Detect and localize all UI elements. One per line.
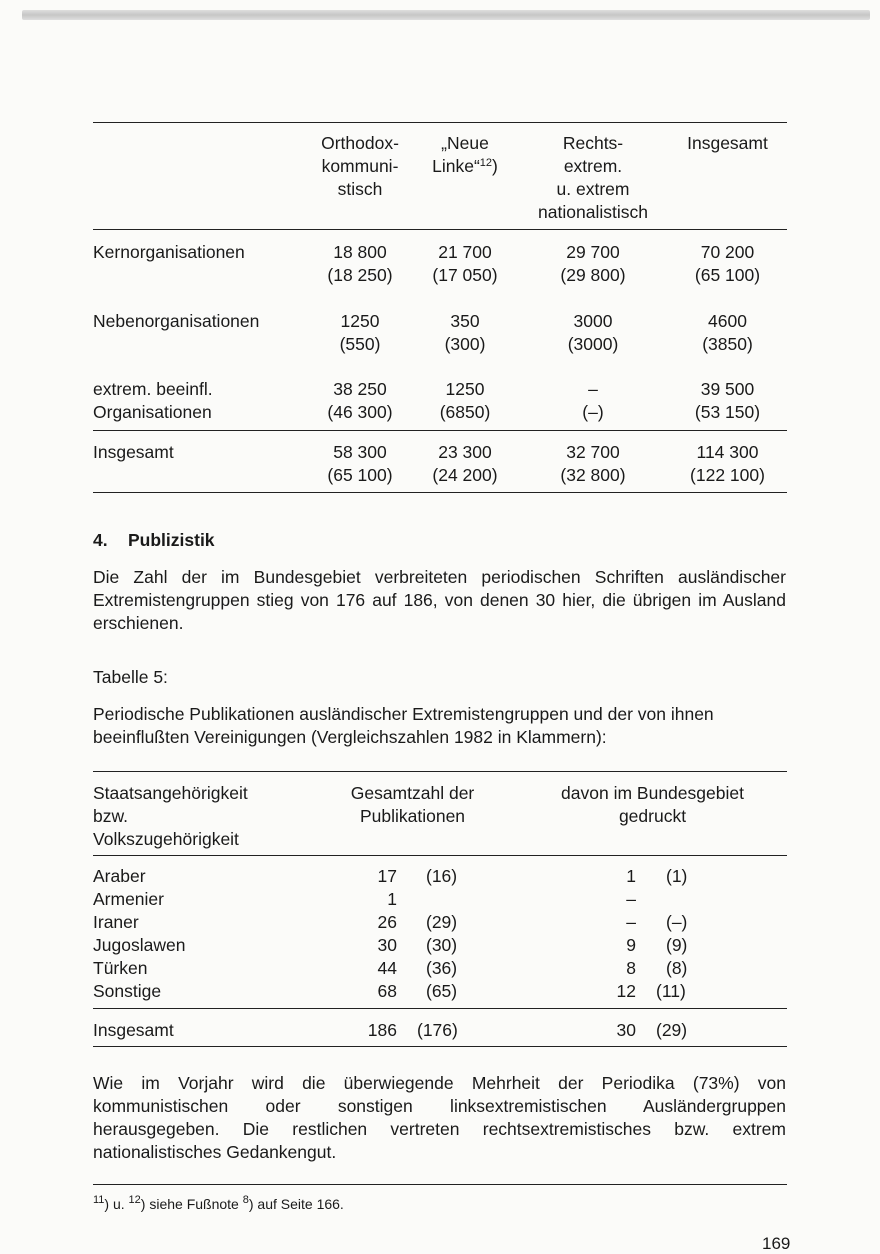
table-cell: 9 (626, 935, 636, 955)
table-cell: 70 200 (65 100) (694, 242, 761, 285)
table-cell: 32 700 (32 800) (560, 442, 626, 485)
row-label: Nebenorganisationen (93, 311, 260, 331)
table-cell: (29) (426, 912, 458, 932)
row-label: Türken (93, 958, 148, 978)
row-label: Araber (93, 866, 146, 886)
column-header-rechtsextrem: Rechts- extrem. u. extrem nationalistisch (538, 133, 648, 222)
table-cell: 1250 (6850) (439, 379, 491, 422)
table-cell: 1 (626, 866, 636, 886)
table-top-rule (93, 122, 787, 123)
column-header-insgesamt: Insgesamt (687, 133, 768, 153)
table-cell: (–) (666, 912, 688, 932)
row-label: extrem. beeinfl. Organisationen (93, 379, 213, 422)
column-header-total-publications: Gesamtzahl der Publikationen (350, 783, 475, 826)
table-cell: 29 700 (29 800) (560, 242, 626, 285)
row-label: Sonstige (93, 981, 162, 1001)
row-label: Insgesamt (93, 1020, 174, 1040)
table-cell: – (–) (582, 379, 604, 422)
table-cell: 23 300 (24 200) (432, 442, 498, 485)
table-cell: (36) (426, 958, 458, 978)
table-total-rule (93, 1008, 787, 1009)
table-cell: 8 (626, 958, 636, 978)
table-cell: 68 (377, 981, 397, 1001)
table-cell: (1) (666, 866, 688, 886)
table-cell: 186 (367, 1020, 397, 1040)
table-cell: 3000 (3000) (567, 311, 619, 354)
table-total-rule (93, 430, 787, 431)
table-cell: 30 (377, 935, 397, 955)
table-cell: 1 (387, 889, 397, 909)
page-number: 169 (762, 1234, 791, 1253)
table-top-rule (93, 771, 787, 772)
table-cell: 18 800 (18 250) (327, 242, 393, 285)
table-bottom-rule (93, 492, 787, 493)
table-bottom-rule (93, 1046, 787, 1047)
table-cell: – (626, 889, 636, 909)
table-cell: 350 (300) (444, 311, 486, 354)
paragraph-publizistik: Die Zahl der im Bundesgebiet verbreiteten periodischen Schriften ausländischer Extremistengruppen stieg von 176 auf 186, von denen 30 hier, die übrigen im Ausland erschienen. (93, 567, 786, 633)
table-label: Tabelle 5: (93, 667, 168, 687)
footnote-rule (93, 1184, 787, 1185)
table-cell: (30) (426, 935, 458, 955)
table-cell: 58 300 (65 100) (327, 442, 393, 485)
table-header-rule (93, 229, 787, 230)
table-cell: 21 700 (17 050) (432, 242, 498, 285)
column-header-nationality: Staatsangehörigkeit bzw. Volkszugehörigkeit (93, 783, 248, 849)
table-cell: (176) (417, 1020, 458, 1040)
table-cell: (16) (426, 866, 458, 886)
table-cell: 17 (377, 866, 397, 886)
row-label: Iraner (93, 912, 139, 932)
table-cell: – (626, 912, 636, 932)
table-cell: (29) (656, 1020, 688, 1040)
column-header-printed-germany: davon im Bundesgebiet gedruckt (561, 783, 744, 826)
footnote: $^{11}$) u. $^{12}$) siehe Fußnote $^8$) auf Seite 166. (93, 1194, 344, 1212)
table-cell: (8) (666, 958, 688, 978)
row-label: Jugoslawen (93, 935, 186, 955)
row-label: Insgesamt (93, 442, 174, 462)
paragraph-periodika: Wie im Vorjahr wird die überwiegende Mehrheit der Periodika (73%) von kommunistischen oder sonstigen linksextremistischen Ausländergruppen herausgegeben. Die restlichen vertreten rechtsextremistisches bzw. extrem nationalistisches Gedankengut. (93, 1073, 786, 1162)
table-cell: 39 500 (53 150) (694, 379, 761, 422)
row-label: Kernorganisationen (93, 242, 245, 262)
table-cell: (65) (426, 981, 458, 1001)
table-caption: Periodische Publikationen ausländischer Extremistengruppen und der von ihnen beeinflußten Vereinigungen (Vergleichszahlen 1982 in Klammern): (93, 704, 714, 747)
table-cell: 4600 (3850) (702, 311, 753, 354)
column-header-neue-linke: „Neue Linke“$^{12}$) (432, 133, 498, 176)
table-cell: 44 (377, 958, 397, 978)
table-cell: 1250 (550) (339, 311, 381, 354)
table-header-rule (93, 855, 787, 856)
column-header-orthodox: Orthodox- kommuni- stisch (321, 133, 399, 199)
table-cell: 12 (616, 981, 636, 1001)
table-cell: (9) (666, 935, 688, 955)
table-cell: 114 300 (122 100) (690, 442, 765, 485)
row-label: Armenier (93, 889, 164, 909)
table-cell: (11) (656, 981, 686, 1001)
table-cell: 38 250 (46 300) (327, 379, 393, 422)
table-cell: 30 (616, 1020, 636, 1040)
table-cell: 26 (377, 912, 397, 932)
section-title: Publizistik (128, 530, 215, 550)
section-number: 4. (93, 530, 108, 550)
scan-edge (22, 10, 870, 20)
